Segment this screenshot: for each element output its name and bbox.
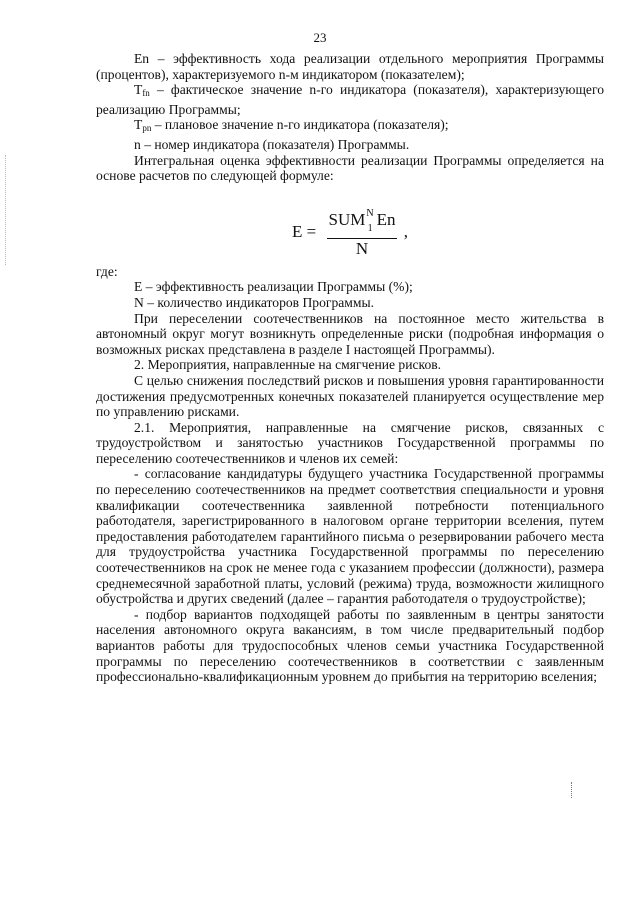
formula-block <box>96 192 604 259</box>
tfn-subscript: fn <box>142 88 150 99</box>
page-number: 23 <box>313 30 327 45</box>
paragraph-en-definition: En – эффективность хода реализации отдельного мероприятия Программы (процентов), характеризуемого n-м индикатором (показателем); <box>96 51 604 82</box>
formula <box>96 206 604 257</box>
paragraph-tfn-definition <box>96 82 604 117</box>
formula-comma: , <box>403 221 408 241</box>
paragraph-n-count-definition: N – количество индикаторов Программы. <box>134 294 375 310</box>
tfn-symbol: Т <box>134 82 143 98</box>
formula-upper-limit: N <box>366 207 374 219</box>
paragraph-bullet-1: - согласование кандидатуры будущего участника Государственной программы по переселению соотечественников на предмет соответствия специальности и уровня квалификации соотечественника заявленной потребности потенциального работодателя, зарегистрированного в налоговом органе территории вселения, путем предоставления работодателем гарантийного письма о резервировании рабочего места для трудоустройства участника Государственной программы по переселению соотечественников на срок не менее года с указанием профессии (должности), размера среднемесячной заработной платы, условий (режима) труда, возможности жилищного обустройства и других сведений (далее – гарантия работодателя о трудоустройстве); <box>96 466 604 607</box>
formula-numerator <box>327 206 398 240</box>
paragraph-measures-goal: С целью снижения последствий рисков и повышения уровня гарантированности достижения предусмотренных конечных показателей планируется осуществление мер по управлению рисками. <box>96 372 604 420</box>
formula-sum: SUM <box>328 209 366 229</box>
paragraph-measures-title: 2. Мероприятия, направленные на смягчение рисков. <box>134 357 442 373</box>
formula-fraction <box>327 206 398 257</box>
paragraph-n-definition: n – номер индикатора (показателя) Программы. <box>134 136 410 152</box>
formula-denominator: N <box>355 239 369 259</box>
document-body <box>96 51 604 685</box>
scan-left-marks <box>5 155 7 265</box>
tpn-text: – плановое значение n-го индикатора (показателя); <box>151 117 449 133</box>
paragraph-integral-intro: Интегральная оценка эффективности реализации Программы определяется на основе расчетов по следующей формуле: <box>96 152 604 184</box>
scan-right-mark <box>571 782 573 798</box>
paragraph-e-definition: Е – эффективность реализации Программы (%); <box>134 279 413 295</box>
formula-en: En <box>376 209 396 229</box>
paragraph-where: где: <box>96 263 118 279</box>
formula-lower-limit: 1 <box>367 222 373 234</box>
formula-lhs: E = <box>292 221 317 241</box>
tpn-subscript: pn <box>142 123 152 134</box>
tfn-text: – фактическое значение n-го индикатора (показателя), характеризующего реализацию Программы; <box>96 82 604 117</box>
tpn-symbol: Т <box>134 117 143 133</box>
paragraph-measures-2-1: 2.1. Мероприятия, направленные на смягчение рисков, связанных с трудоустройством и занятостью участников Государственной программы по переселению соотечественников и членов их семей: <box>96 419 604 466</box>
paragraph-tpn-definition <box>96 117 604 137</box>
paragraph-bullet-2: - подбор вариантов подходящей работы по заявленным в центры занятости населения автономного округа вакансиям, в том числе предварительный подбор вариантов работы для трудоспособных членов семьи участника Государственной программы по переселению соотечественников в соответствии с заявленным профессионально-квалификационным уровнем до прибытия на территорию вселения; <box>96 606 604 685</box>
paragraph-risk-intro: При переселении соотечественников на постоянное место жительства в автономный округ могут возникнуть определенные риски (подробная информация о возможных рисках представлена в разделе I настоящей Программы). <box>96 310 604 357</box>
